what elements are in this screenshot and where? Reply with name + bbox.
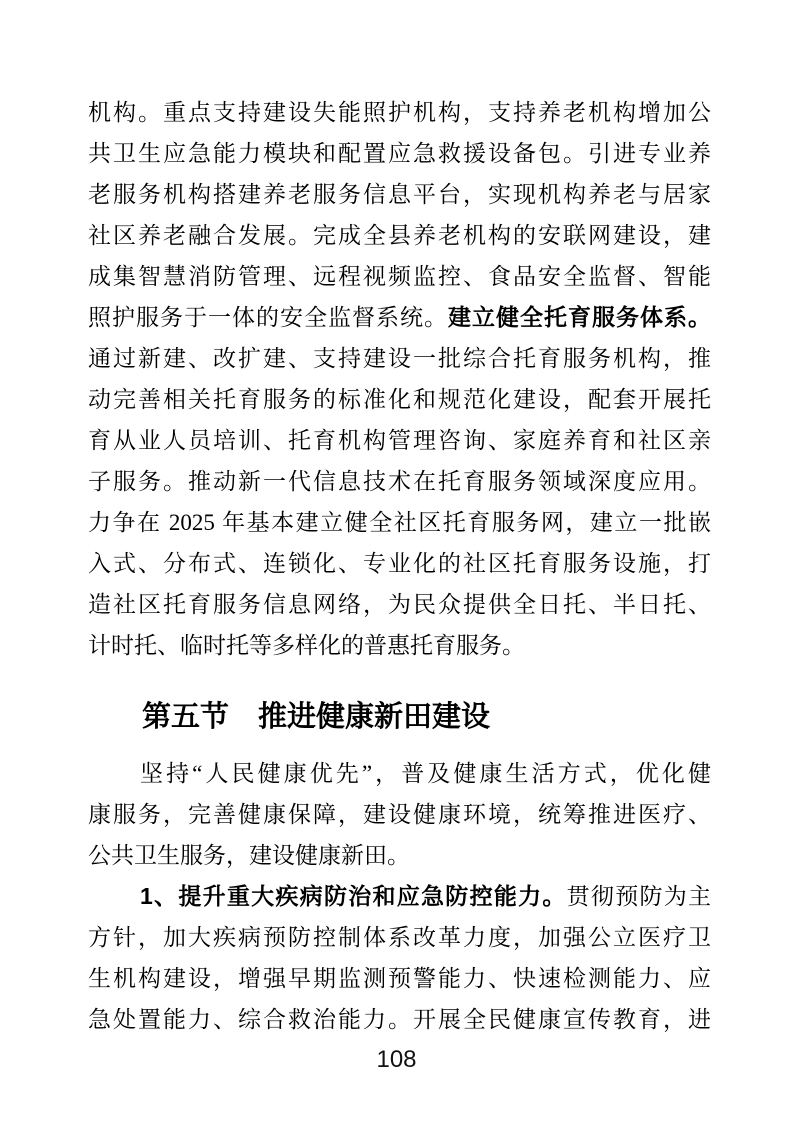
text-line xyxy=(88,625,711,666)
text-line xyxy=(88,297,711,338)
text-line xyxy=(88,958,711,999)
text-line xyxy=(88,92,711,133)
text-run: 社区养老融合发展。完成全县养老机构的安联网建设，建 xyxy=(88,223,711,248)
text-line xyxy=(88,420,711,461)
text-run: 生机构建设，增强早期监测预警能力、快速检测能力、应 xyxy=(88,966,711,991)
text-run: 贯彻预防为主 xyxy=(566,884,712,909)
text-run: 通过新建、改扩建、支持建设一批综合托育服务机构，推 xyxy=(88,346,711,371)
text-line xyxy=(88,256,711,297)
text-line xyxy=(88,999,711,1040)
page-number: 108 xyxy=(376,1046,417,1073)
text-line xyxy=(88,338,711,379)
text-run: 照护服务于一体的安全监督系统。 xyxy=(88,305,448,330)
text-line xyxy=(88,502,711,543)
text-run: 动完善相关托育服务的标准化和规范化建设，配套开展托 xyxy=(88,387,711,412)
text-run: 坚持“人民健康优先”，普及健康生活方式，优化健 xyxy=(140,761,711,786)
text-run: 育从业人员培训、托育机构管理咨询、家庭养育和社区亲 xyxy=(88,428,711,453)
text-run: 方针，加大疾病预防控制体系改革力度，加强公立医疗卫 xyxy=(88,925,711,950)
text-run: 入式、分布式、连锁化、专业化的社区托育服务设施，打 xyxy=(88,551,711,576)
bold-text-run: 建立健全托育服务体系。 xyxy=(448,304,711,330)
bold-text-run: 1、提升重大疾病防治和应急防控能力。 xyxy=(140,883,567,909)
text-line xyxy=(88,543,711,584)
text-run: 公共卫生服务，建设健康新田。 xyxy=(88,843,410,868)
text-line xyxy=(88,174,711,215)
text-run: 机构。重点支持建设失能照护机构，支持养老机构增加公 xyxy=(88,100,711,125)
text-run: 子服务。推动新一代信息技术在托育服务领域深度应用。 xyxy=(88,469,711,494)
text-line xyxy=(88,917,711,958)
text-line xyxy=(88,215,711,256)
text-line xyxy=(88,753,711,794)
text-line xyxy=(88,461,711,502)
text-line xyxy=(88,133,711,174)
text-line xyxy=(88,835,711,876)
text-run: 计时托、临时托等多样化的普惠托育服务。 xyxy=(88,633,525,658)
text-run: 急处置能力、综合救治能力。开展全民健康宣传教育，进 xyxy=(88,1007,711,1032)
text-line xyxy=(88,794,711,835)
section-heading-text: 第五节 推进健康新田建设 xyxy=(142,701,491,733)
text-line xyxy=(88,379,711,420)
text-run: 造社区托育服务信息网络，为民众提供全日托、半日托、 xyxy=(88,592,711,617)
text-run: 老服务机构搭建养老服务信息平台，实现机构养老与居家 xyxy=(88,182,711,207)
text-run: 力争在 2025 年基本建立健全社区托育服务网，建立一批嵌 xyxy=(88,510,711,535)
section-heading xyxy=(142,697,711,738)
text-run: 成集智慧消防管理、远程视频监控、食品安全监督、智能 xyxy=(88,264,711,289)
text-line xyxy=(88,876,711,917)
text-line xyxy=(88,584,711,625)
text-run: 共卫生应急能力模块和配置应急救援设备包。引进专业养 xyxy=(88,141,711,166)
page-body xyxy=(88,92,711,1040)
text-run: 康服务，完善健康保障，建设健康环境，统筹推进医疗、 xyxy=(88,802,711,827)
